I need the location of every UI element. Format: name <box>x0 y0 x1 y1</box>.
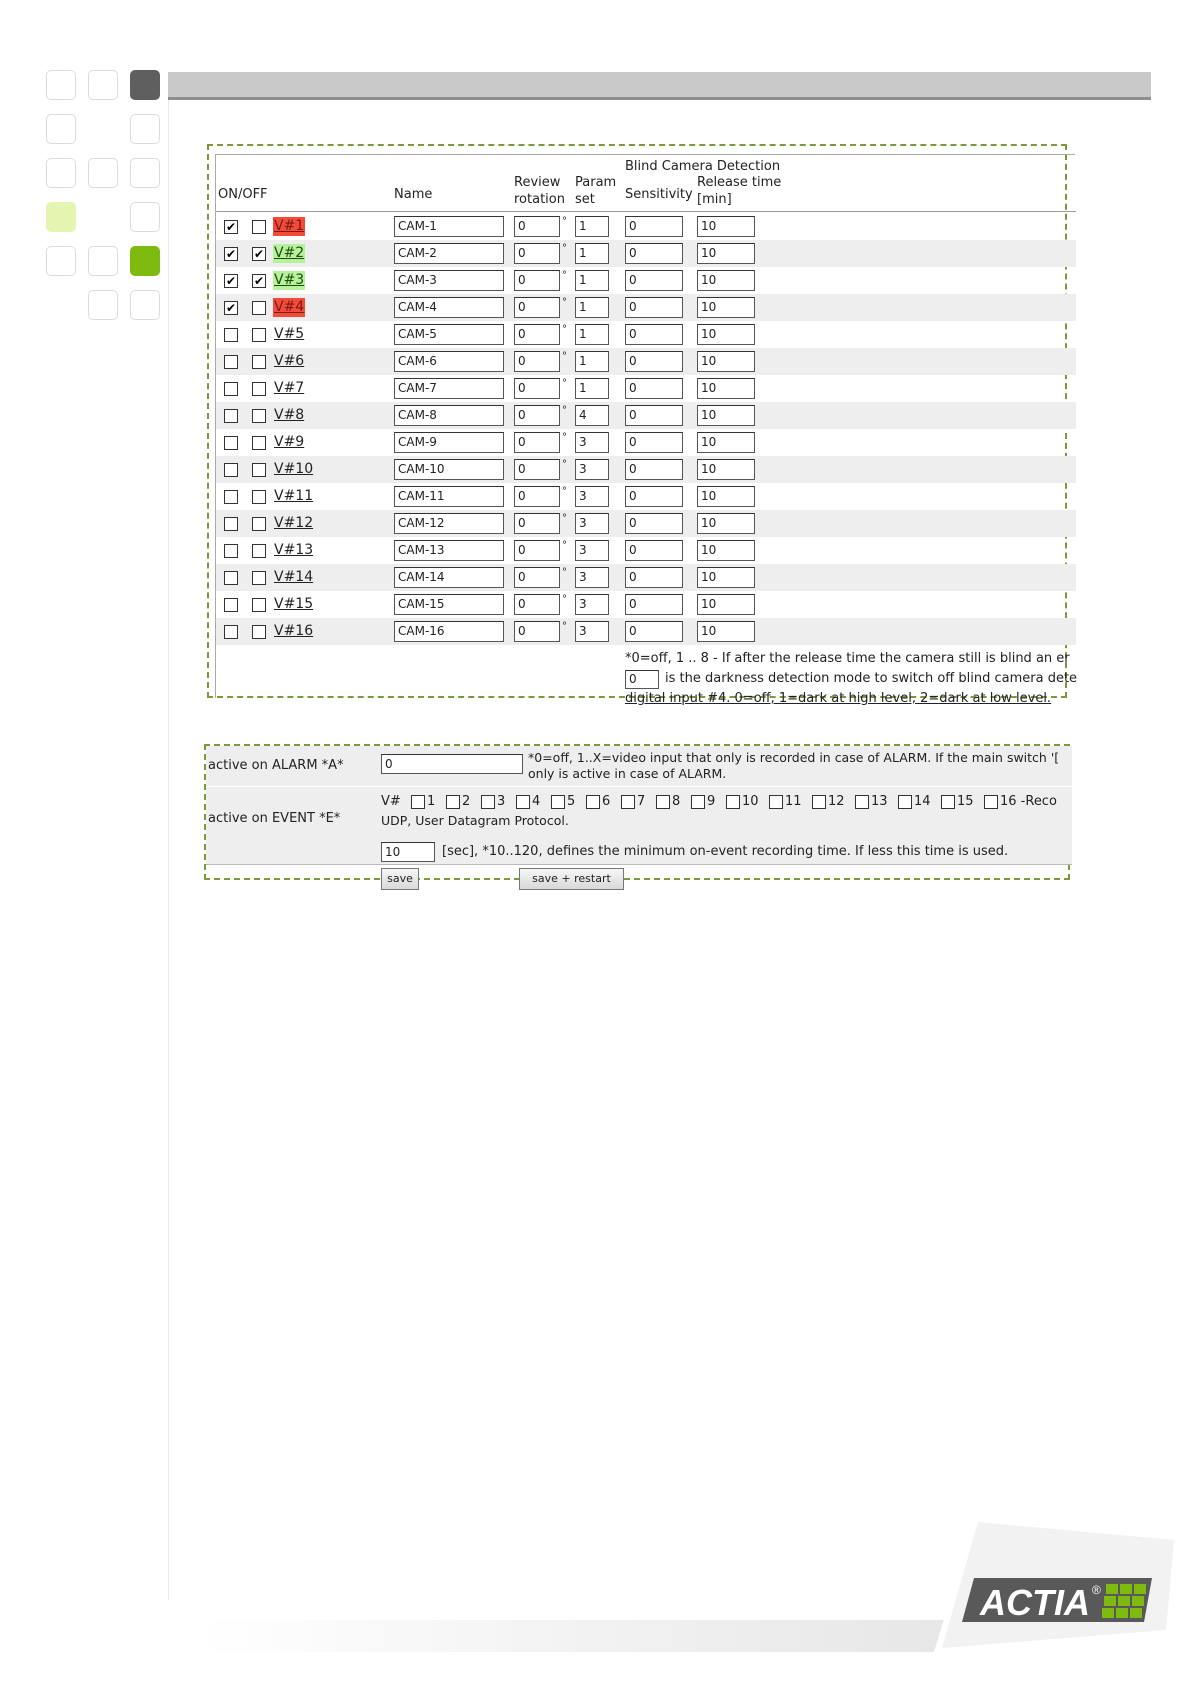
rotation-input[interactable]: 0 <box>514 486 560 507</box>
event-input-label: 3 <box>497 794 506 809</box>
on-off-header: ON/OFF <box>218 187 268 202</box>
param-set-input[interactable]: 1 <box>575 270 609 291</box>
table-row <box>216 402 1076 429</box>
release-time-input[interactable]: 10 <box>697 324 755 345</box>
camera-name-input[interactable]: CAM-11 <box>394 486 504 507</box>
rotation-input[interactable]: 0 <box>514 594 560 615</box>
video-input-label: V#16 <box>274 623 314 639</box>
release-time-input[interactable]: 10 <box>697 216 755 237</box>
degree-symbol: ° <box>562 540 567 551</box>
margin-divider <box>168 100 169 1600</box>
event-input-checkbox[interactable] <box>516 795 530 809</box>
sensitivity-input[interactable]: 0 <box>625 243 683 264</box>
header-divider <box>216 211 1076 212</box>
camera-name-input[interactable]: CAM-2 <box>394 243 504 264</box>
enable-checkbox[interactable] <box>224 436 238 450</box>
release-time-input[interactable]: 10 <box>697 486 755 507</box>
event-input-checkbox[interactable] <box>691 795 705 809</box>
sensitivity-input[interactable]: 0 <box>625 432 683 453</box>
enable-checkbox[interactable] <box>224 328 238 342</box>
event-input-checkbox[interactable] <box>984 795 998 809</box>
decor-tile <box>46 158 76 188</box>
sensitivity-input[interactable]: 0 <box>625 540 683 561</box>
event-input-checkbox[interactable] <box>621 795 635 809</box>
video-input-label: V#4 <box>274 299 305 315</box>
event-label: active on EVENT *E* <box>208 811 341 826</box>
event-input-label: 1 <box>427 794 436 809</box>
decor-tile <box>46 70 76 100</box>
logo-grid-icon <box>1102 1584 1146 1618</box>
sensitivity-input[interactable]: 0 <box>625 486 683 507</box>
event-input-checkbox[interactable] <box>411 795 425 809</box>
event-input-checkbox[interactable] <box>726 795 740 809</box>
decor-tile <box>46 114 76 144</box>
decor-tile <box>88 290 118 320</box>
degree-symbol: ° <box>562 378 567 389</box>
record-checkbox[interactable] <box>252 571 266 585</box>
seconds-row <box>206 842 1072 864</box>
decor-tile <box>130 202 160 232</box>
event-input-label: 10 <box>742 794 759 809</box>
decor-tile <box>88 246 118 276</box>
alarm-description-2: only is active in case of ALARM. <box>528 766 727 781</box>
video-input-label: V#8 <box>274 407 305 423</box>
event-seconds-input[interactable]: 10 <box>381 842 435 862</box>
decor-tile <box>130 290 160 320</box>
sensitivity-input[interactable]: 0 <box>625 594 683 615</box>
video-input-label: V#6 <box>274 353 305 369</box>
video-input-label: V#3 <box>274 272 305 288</box>
save-button[interactable]: save <box>381 868 419 890</box>
header-bar <box>168 72 1151 100</box>
save-restart-button[interactable]: save + restart <box>519 868 624 890</box>
decor-tile <box>88 158 118 188</box>
degree-symbol: ° <box>562 216 567 227</box>
sensitivity-input[interactable]: 0 <box>625 216 683 237</box>
table-row <box>216 375 1076 402</box>
name-header: Name <box>394 187 433 202</box>
record-checkbox[interactable] <box>252 382 266 396</box>
alarm-row <box>206 746 1072 786</box>
record-checkbox[interactable] <box>252 301 266 315</box>
event-input-label: 12 <box>828 794 845 809</box>
rotation-header: rotation <box>514 192 565 207</box>
event-input-list <box>381 793 1081 811</box>
enable-checkbox[interactable] <box>224 517 238 531</box>
rotation-input[interactable]: 0 <box>514 459 560 480</box>
camera-name-input[interactable]: CAM-7 <box>394 378 504 399</box>
camera-name-input[interactable]: CAM-15 <box>394 594 504 615</box>
param-set-input[interactable]: 3 <box>575 486 609 507</box>
camera-settings-panel <box>207 144 1078 706</box>
table-row <box>216 483 1076 510</box>
event-input-checkbox[interactable] <box>812 795 826 809</box>
button-row <box>206 864 1072 885</box>
sensitivity-input[interactable]: 0 <box>625 459 683 480</box>
video-input-label: V#5 <box>274 326 305 342</box>
event-input-checkbox[interactable] <box>769 795 783 809</box>
rotation-input[interactable]: 0 <box>514 621 560 642</box>
event-input-checkbox[interactable] <box>586 795 600 809</box>
alarm-event-panel <box>204 744 1070 885</box>
degree-symbol: ° <box>562 486 567 497</box>
record-checkbox[interactable] <box>252 598 266 612</box>
decor-tile <box>130 114 160 144</box>
record-checkbox[interactable] <box>252 328 266 342</box>
degree-symbol: ° <box>562 432 567 443</box>
event-input-label: 7 <box>637 794 646 809</box>
event-input-label: 15 <box>957 794 974 809</box>
release-time-input[interactable]: 10 <box>697 432 755 453</box>
param-set-input[interactable]: 1 <box>575 216 609 237</box>
camera-name-input[interactable]: CAM-6 <box>394 351 504 372</box>
sensitivity-input[interactable]: 0 <box>625 324 683 345</box>
event-input-label: 6 <box>602 794 611 809</box>
decor-tile <box>46 202 76 232</box>
udp-text: UDP, User Datagram Protocol. <box>381 813 569 828</box>
release-time-input[interactable]: 10 <box>697 351 755 372</box>
record-checkbox[interactable] <box>252 409 266 423</box>
event-input-checkbox[interactable] <box>551 795 565 809</box>
table-row <box>216 429 1076 456</box>
param-set-input[interactable]: 1 <box>575 297 609 318</box>
decor-tile <box>46 246 76 276</box>
table-row <box>216 321 1076 348</box>
decor-tile <box>130 246 160 276</box>
camera-table <box>215 154 1078 706</box>
param-set-input[interactable]: 1 <box>575 324 609 345</box>
logo-graphic <box>934 1520 1179 1652</box>
release-time-input[interactable]: 10 <box>697 567 755 588</box>
event-input-label: 4 <box>532 794 541 809</box>
param-set-input[interactable]: 3 <box>575 540 609 561</box>
table-row <box>216 456 1076 483</box>
param-set-input[interactable]: 3 <box>575 432 609 453</box>
param-set-input[interactable]: 1 <box>575 351 609 372</box>
event-input-checkbox[interactable] <box>855 795 869 809</box>
event-input-label: 2 <box>462 794 471 809</box>
camera-name-input[interactable]: CAM-4 <box>394 297 504 318</box>
record-checkbox[interactable] <box>252 517 266 531</box>
digital-input-note: digital input #4. 0=off, 1=dark at high level, 2=dark at low level. <box>625 691 1052 706</box>
rotation-input[interactable]: 0 <box>514 567 560 588</box>
table-row <box>216 510 1076 537</box>
enable-checkbox[interactable] <box>224 598 238 612</box>
release-time-header: Release time <box>697 175 782 190</box>
rotation-input[interactable]: 0 <box>514 378 560 399</box>
release-unit-header: [min] <box>697 192 732 207</box>
event-seconds-description: [sec], *10..120, defines the minimum on-event recording time. If less this time is used. <box>442 844 1009 859</box>
blind-detection-header: Blind Camera Detection <box>625 159 781 174</box>
release-time-input[interactable]: 10 <box>697 405 755 426</box>
actia-logo <box>934 1520 1179 1652</box>
table-row <box>216 564 1076 591</box>
event-input-label: 9 <box>707 794 716 809</box>
sensitivity-header: Sensitivity <box>625 187 693 202</box>
record-checkbox[interactable] <box>252 625 266 639</box>
event-v-prefix: V# <box>381 794 401 809</box>
camera-name-input[interactable]: CAM-13 <box>394 540 504 561</box>
decor-tile <box>130 70 160 100</box>
record-checkbox[interactable] <box>252 220 266 234</box>
enable-checkbox[interactable] <box>224 544 238 558</box>
video-input-label: V#12 <box>274 515 314 531</box>
camera-name-input[interactable]: CAM-5 <box>394 324 504 345</box>
camera-name-input[interactable]: CAM-14 <box>394 567 504 588</box>
event-input-label: 8 <box>672 794 681 809</box>
release-time-input[interactable]: 10 <box>697 378 755 399</box>
alarm-input[interactable]: 0 <box>381 754 523 774</box>
alarm-label: active on ALARM *A* <box>208 758 344 773</box>
sensitivity-input[interactable]: 0 <box>625 297 683 318</box>
release-time-input[interactable]: 10 <box>697 540 755 561</box>
degree-symbol: ° <box>562 324 567 335</box>
video-input-label: V#10 <box>274 461 314 477</box>
release-time-input[interactable]: 10 <box>697 594 755 615</box>
sensitivity-input[interactable]: 0 <box>625 513 683 534</box>
enable-checkbox[interactable] <box>224 463 238 477</box>
camera-name-input[interactable]: CAM-10 <box>394 459 504 480</box>
enable-checkbox[interactable] <box>224 571 238 585</box>
rotation-input[interactable]: 0 <box>514 405 560 426</box>
degree-symbol: ° <box>562 621 567 632</box>
degree-symbol: ° <box>562 459 567 470</box>
degree-symbol: ° <box>562 405 567 416</box>
event-input-checkbox[interactable] <box>481 795 495 809</box>
camera-name-input[interactable]: CAM-9 <box>394 432 504 453</box>
rotation-input[interactable]: 0 <box>514 216 560 237</box>
release-time-input[interactable]: 10 <box>697 621 755 642</box>
param-set-input[interactable]: 3 <box>575 513 609 534</box>
table-row <box>216 591 1076 618</box>
record-checkbox[interactable]: ✔ <box>253 247 265 261</box>
enable-checkbox[interactable] <box>224 382 238 396</box>
table-row <box>216 294 1076 321</box>
release-time-input[interactable]: 10 <box>697 513 755 534</box>
rotation-input[interactable]: 0 <box>514 243 560 264</box>
param-set-input[interactable]: 1 <box>575 378 609 399</box>
event-input-label: 14 <box>914 794 931 809</box>
enable-checkbox[interactable] <box>224 355 238 369</box>
event-input-checkbox[interactable] <box>446 795 460 809</box>
table-row <box>216 348 1076 375</box>
decor-tile <box>130 158 160 188</box>
sensitivity-input[interactable]: 0 <box>625 621 683 642</box>
record-checkbox[interactable] <box>252 490 266 504</box>
video-input-label: V#11 <box>274 488 314 504</box>
review-header: Review <box>514 175 561 190</box>
table-row <box>216 240 1076 267</box>
blind-note: *0=off, 1 .. 8 - If after the release time the camera still is blind an er <box>625 651 1070 666</box>
degree-symbol: ° <box>562 270 567 281</box>
darkness-note: is the darkness detection mode to switch off blind camera dete <box>665 671 1078 686</box>
record-checkbox[interactable] <box>252 544 266 558</box>
degree-symbol: ° <box>562 567 567 578</box>
enable-checkbox[interactable]: ✔ <box>225 301 237 315</box>
decor-tile <box>88 70 118 100</box>
sensitivity-input[interactable]: 0 <box>625 378 683 399</box>
video-input-label: V#1 <box>274 218 305 234</box>
release-time-input[interactable]: 10 <box>697 297 755 318</box>
table-row <box>216 618 1076 645</box>
record-checkbox[interactable]: ✔ <box>253 274 265 288</box>
table-row <box>216 537 1076 564</box>
param-set-input[interactable]: 4 <box>575 405 609 426</box>
rotation-input[interactable]: 0 <box>514 351 560 372</box>
footer-strip <box>200 1620 960 1652</box>
video-input-label: V#14 <box>274 569 314 585</box>
video-input-label: V#15 <box>274 596 314 612</box>
release-time-input[interactable]: 10 <box>697 270 755 291</box>
camera-name-input[interactable]: CAM-3 <box>394 270 504 291</box>
enable-checkbox[interactable]: ✔ <box>225 274 237 288</box>
camera-name-input[interactable]: CAM-12 <box>394 513 504 534</box>
video-input-label: V#9 <box>274 434 305 450</box>
record-checkbox[interactable] <box>252 355 266 369</box>
camera-name-input[interactable]: CAM-8 <box>394 405 504 426</box>
logo-registered: ® <box>1092 1583 1101 1597</box>
alarm-description: *0=off, 1..X=video input that only is recorded in case of ALARM. If the main switch '[ <box>528 750 1060 765</box>
enable-checkbox[interactable] <box>224 490 238 504</box>
rotation-input[interactable]: 0 <box>514 297 560 318</box>
enable-checkbox[interactable] <box>224 409 238 423</box>
sensitivity-input[interactable]: 0 <box>625 405 683 426</box>
event-input-checkbox[interactable] <box>656 795 670 809</box>
sensitivity-input[interactable]: 0 <box>625 270 683 291</box>
rotation-input[interactable]: 0 <box>514 540 560 561</box>
camera-name-input[interactable]: CAM-1 <box>394 216 504 237</box>
event-input-label: 11 <box>785 794 802 809</box>
param-set-input[interactable]: 1 <box>575 243 609 264</box>
sensitivity-input[interactable]: 0 <box>625 567 683 588</box>
degree-symbol: ° <box>562 243 567 254</box>
table-row <box>216 213 1076 240</box>
enable-checkbox[interactable] <box>224 625 238 639</box>
record-checkbox[interactable] <box>252 436 266 450</box>
record-checkbox[interactable] <box>252 463 266 477</box>
param-set-input[interactable]: 3 <box>575 594 609 615</box>
rotation-input[interactable]: 0 <box>514 513 560 534</box>
sensitivity-input[interactable]: 0 <box>625 351 683 372</box>
rotation-input[interactable]: 0 <box>514 432 560 453</box>
rotation-input[interactable]: 0 <box>514 270 560 291</box>
param-set-header: set <box>575 192 595 207</box>
video-input-label: V#7 <box>274 380 305 396</box>
degree-symbol: ° <box>562 513 567 524</box>
release-time-input[interactable]: 10 <box>697 459 755 480</box>
param-header: Param <box>575 175 617 190</box>
degree-symbol: ° <box>562 351 567 362</box>
event-input-label: 5 <box>567 794 576 809</box>
release-time-input[interactable]: 10 <box>697 243 755 264</box>
video-input-label: V#2 <box>274 245 305 261</box>
enable-checkbox[interactable]: ✔ <box>225 247 237 261</box>
event-input-checkbox[interactable] <box>898 795 912 809</box>
logo-text: ACTIA <box>980 1582 1090 1623</box>
event-input-label: 16 -Reco <box>1000 794 1057 809</box>
degree-symbol: ° <box>562 594 567 605</box>
event-input-label: 13 <box>871 794 888 809</box>
event-row <box>206 786 1072 842</box>
enable-checkbox[interactable]: ✔ <box>225 220 237 234</box>
table-row <box>216 267 1076 294</box>
param-set-input[interactable]: 3 <box>575 621 609 642</box>
rotation-input[interactable]: 0 <box>514 324 560 345</box>
camera-name-input[interactable]: CAM-16 <box>394 621 504 642</box>
event-input-checkbox[interactable] <box>941 795 955 809</box>
darkness-mode-input[interactable]: 0 <box>625 670 659 689</box>
video-input-label: V#13 <box>274 542 314 558</box>
param-set-input[interactable]: 3 <box>575 567 609 588</box>
degree-symbol: ° <box>562 297 567 308</box>
param-set-input[interactable]: 3 <box>575 459 609 480</box>
